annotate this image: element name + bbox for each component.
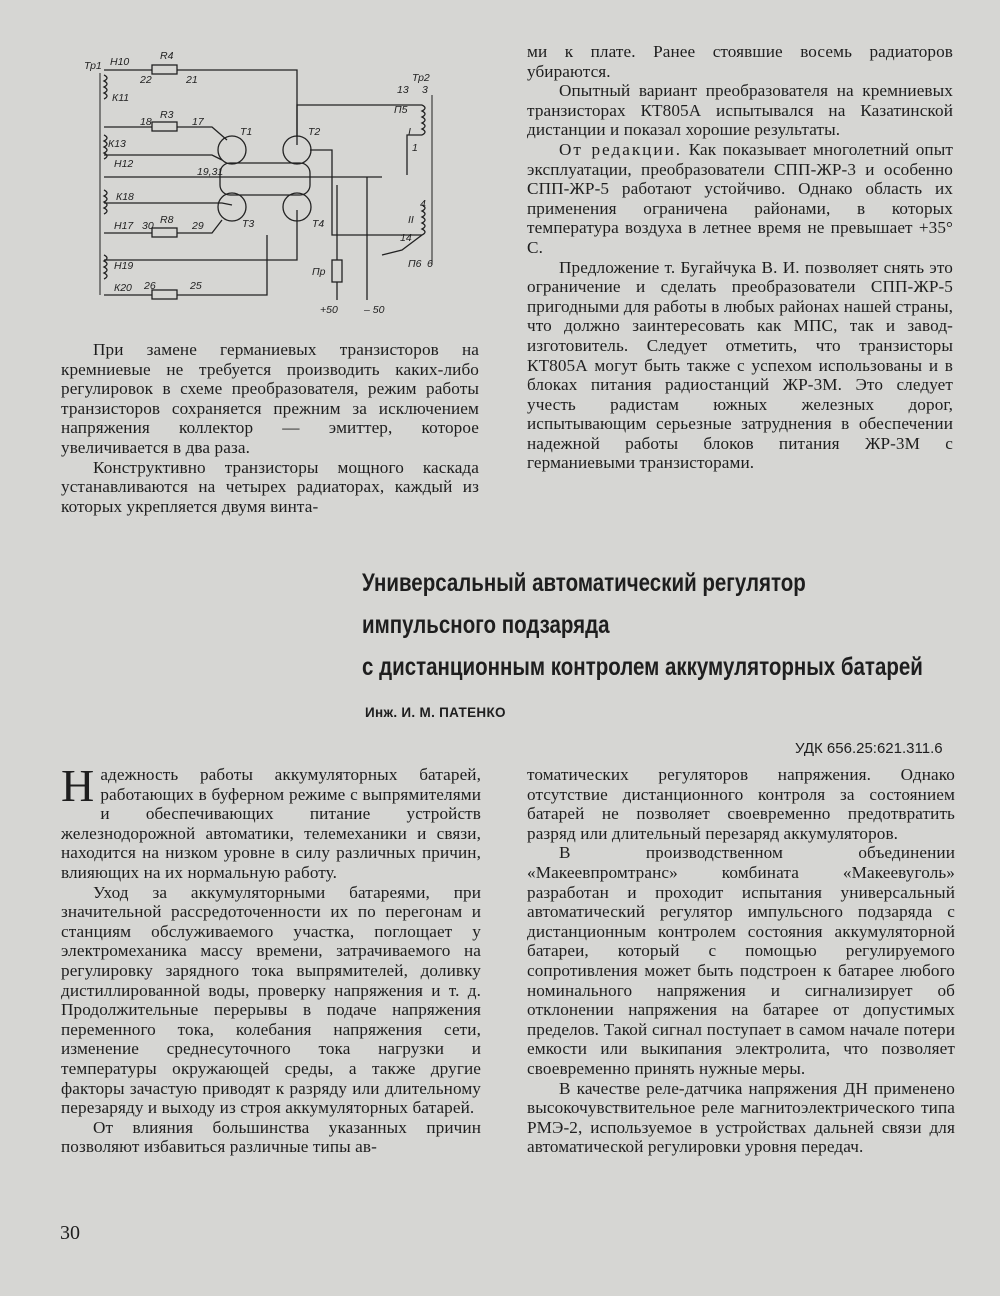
paragraph-continuation: ми к плате. Ранее стоявшие восемь радиаторов убираются. (527, 42, 953, 81)
converter-circuit-diagram (82, 45, 452, 320)
label-6: 6 (427, 258, 433, 270)
label-t2: Т2 (308, 126, 321, 138)
paragraph: Уход за аккумуляторными батареями, при значительной рассредоточенности их по перегонам и станциям обслуживаемого участка, поглощает у электромеханика массу времени, затрачиваемого на регулировку зарядного тока выпрямителей, доливку дистиллированной воды, проверку напряжения и т. д. Продолжительные перерывы в подаче напряжения переменного тока, колебания напряжения сети, изменение среднесуточного тока нагрузки и температуры окружающей среды, а также другие факторы зачастую приводят к разряду или длительному перезаряду и выходу из строя аккумуляторных батарей. (61, 882, 481, 1118)
label-26: 26 (144, 280, 156, 292)
paragraph: Опытный вариант преобразователя на кремниевых транзисторах КТ805А испытывался на Казатинской дистанции и показал хорошие результаты. (527, 81, 953, 140)
editor-text: Как показывает многолетний опыт эксплуатации, преобразователи СПП-ЖР-3 и особенно СПП-ЖР-5 работают устойчиво. Однако область их применения ограничена районами, в которых температура воздуха в летнее время не превышает +35° С. (527, 139, 953, 257)
label-plus50: +50 (320, 304, 338, 316)
title-line: импульсного подзаряда (362, 611, 610, 639)
paragraph: В качестве реле-датчика напряжения ДН применено высокочувствительное реле магнитоэлектрического типа РМЭ-2, используемое в устройствах дальней связи для автоматической регулировки уровня передач. (527, 1078, 955, 1157)
label-tr1: Тр1 (84, 60, 102, 72)
label-p5: П5 (394, 104, 408, 116)
label-pr: Пр (312, 266, 326, 278)
paragraph-continuation: томатических регуляторов напряжения. Однако отсутствие дистанционного контроля за состоянием батарей не позволяет своевременно предотвратить разряд или длительный перезаряд аккумуляторов. (527, 765, 955, 843)
label-r8: R8 (160, 214, 174, 226)
top-right-column (527, 42, 953, 473)
article-title (362, 562, 923, 688)
label-25: 25 (190, 280, 202, 292)
label-18: 18 (140, 116, 152, 128)
paragraph: От влияния большинства указанных причин позволяют избавиться различные типы ав- (61, 1117, 481, 1157)
paragraph: Предложение т. Бугайчука В. И. позволяет снять это ограничение и сделать преобразователи СПП-ЖР-5 пригодными для работы в любых районах нашей страны, что должно заинтересовать как МПС, так и завод-изготовитель. Следует отметить, что транзисторы КТ805А могут быть также с успехом использованы и в блоках питания радиостанций ЖР-3М. Это следует учесть радистам южных железных дорог, испытывающим серьезные затруднения в обеспечении надежной работы блоков питания ЖР-3М с германиевыми транзисторами. (527, 257, 953, 473)
label-n12: Н12 (114, 158, 134, 170)
article-right-column (527, 765, 955, 1157)
label-22: 22 (140, 74, 152, 86)
label-14: 14 (400, 232, 412, 244)
label-k18: К18 (116, 191, 134, 203)
drop-cap: Н (61, 760, 95, 811)
label-1: 1 (412, 142, 418, 154)
first-paragraph (61, 760, 481, 883)
title-line: Универсальный автоматический регулятор (362, 569, 806, 597)
udc-code: УДК 656.25:621.311.6 (795, 740, 943, 757)
first-paragraph-text: адежность работы аккумуляторных батарей, работающих в буферном режиме с выпрямителями и обеспечивающих питание устройств железнодорожной автоматики, телемеханики и связи, находится на низком уровне в силу различных причин, влияющих на их нормальную работу. (61, 765, 481, 882)
label-r4: R4 (160, 50, 174, 62)
label-n10: Н10 (110, 56, 130, 68)
label-4: 4 (420, 198, 426, 210)
paragraph: Конструктивно транзисторы мощного каскада устанавливаются на четырех радиаторах, каждый из которых укрепляется двумя винта- (61, 457, 479, 516)
label-3: 3 (422, 84, 428, 96)
page-number: 30 (60, 1222, 80, 1244)
label-tr2: Тр2 (412, 72, 430, 84)
label-t1: Т1 (240, 126, 253, 138)
label-k13: К13 (108, 138, 126, 150)
paragraph: В производственном объединении «Макеевпромтранс» комбината «Макеевуголь» разработан и проходит испытания универсальный автоматический регулятор импульсного подзаряда с дистанционным контролем состояния аккумуляторной батареи, который с помощью регулируемого сопротивления может быть подстроен к батарее любого номинального напряжения и сигнализирует об отклонении напряжения на батарее от допустимых пределов. Такой сигнал поступает в самом начале потери емкости или выкипания электролита, что позволяет своевременно принять нужные меры. (527, 843, 955, 1078)
label-i: I (408, 126, 411, 138)
label-30: 30 (142, 220, 154, 232)
top-left-column (61, 340, 479, 516)
editor-note (527, 140, 953, 258)
label-k11: К11 (112, 92, 130, 104)
label-t4: Т4 (312, 218, 325, 230)
label-r3: R3 (160, 109, 174, 121)
label-p6: П6 (408, 258, 422, 270)
title-line: с дистанционным контролем аккумуляторных батарей (362, 653, 923, 681)
label-21: 21 (186, 74, 198, 86)
label-17: 17 (192, 116, 204, 128)
label-minus50: – 50 (364, 304, 385, 316)
paragraph: При замене германиевых транзисторов на кремниевые не требуется производить каких-либо регулировок в схеме преобразователя, режим работы транзисторов сохраняется прежним за исключением напряжения коллектор — эмиттер, которое увеличивается в два раза. (61, 340, 479, 457)
label-13: 13 (397, 84, 409, 96)
article-left-column (61, 760, 481, 1157)
label-19-31: 19,31 (197, 166, 224, 178)
label-t3: Т3 (242, 218, 255, 230)
label-ii: II (408, 214, 414, 226)
label-29: 29 (192, 220, 204, 232)
article-author: Инж. И. М. ПАТЕНКО (365, 705, 506, 720)
editor-label: От редакции. (559, 139, 683, 159)
label-n17: Н17 (114, 220, 134, 232)
label-n19: Н19 (114, 260, 134, 272)
label-k20: К20 (114, 282, 132, 294)
